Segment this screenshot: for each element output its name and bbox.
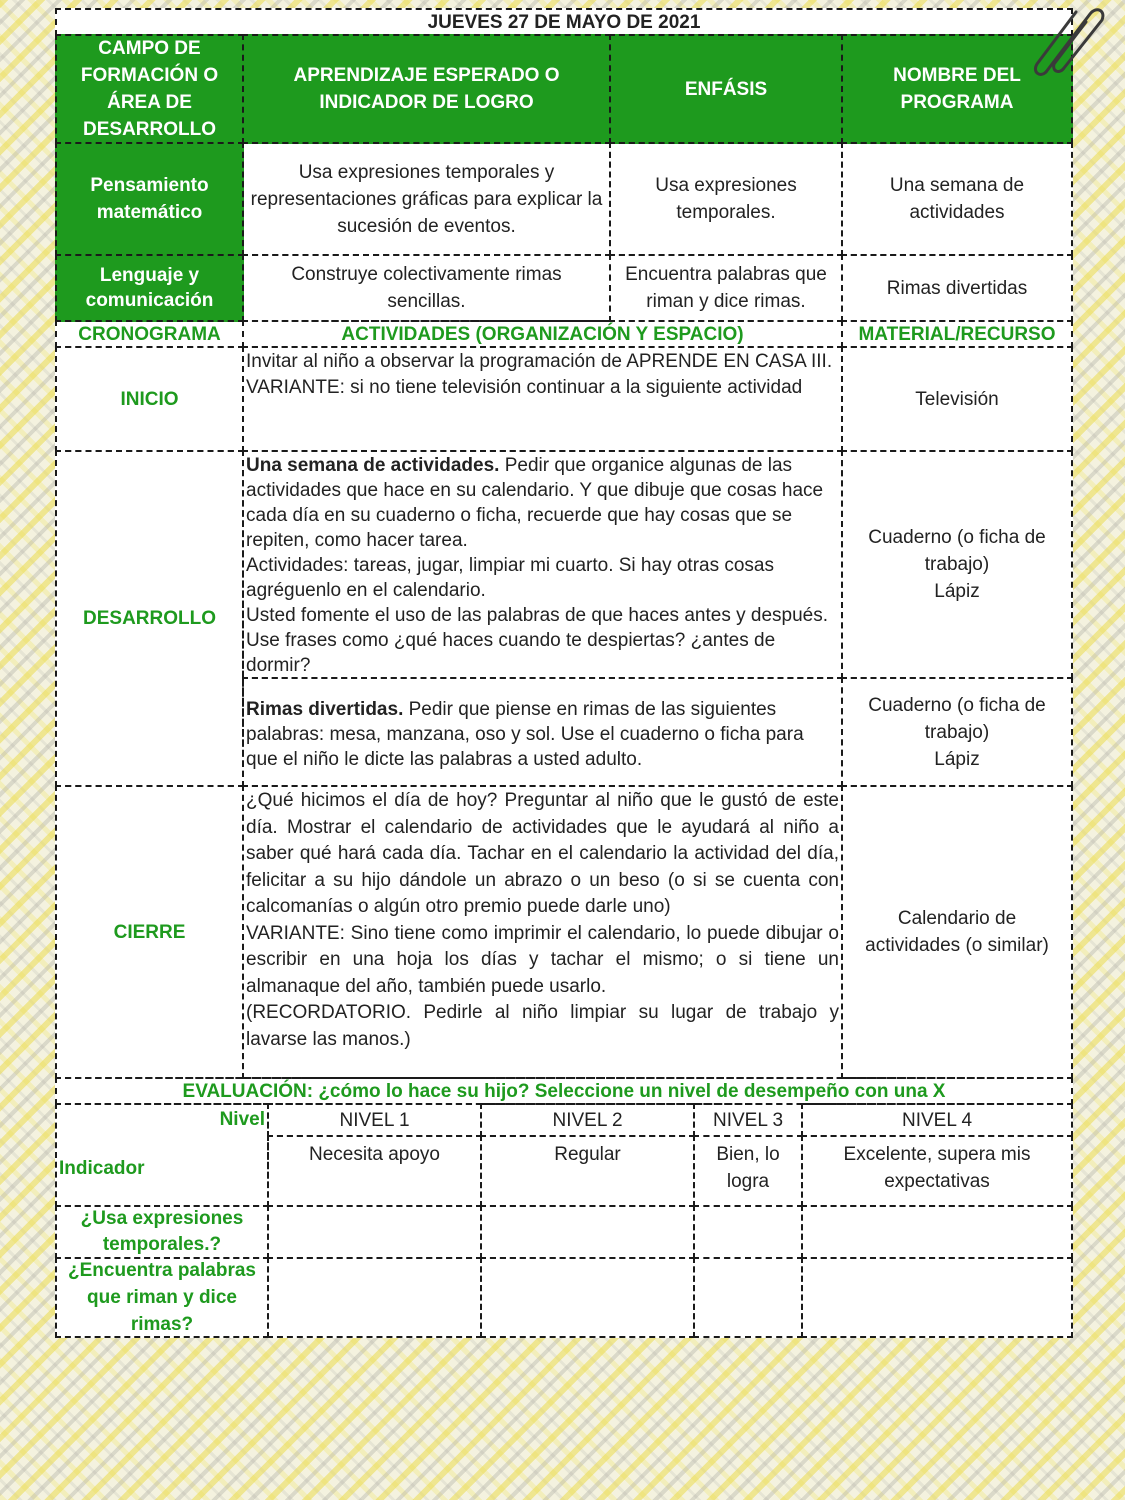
header-campo: CAMPO DE FORMACIÓN O ÁREA DE DESARROLLO <box>55 34 244 144</box>
desarrollo-actividad-2 <box>242 677 843 787</box>
header-programa: NOMBRE DEL PROGRAMA <box>841 34 1073 144</box>
pregunta-1: ¿Usa expresiones temporales.? <box>55 1205 269 1259</box>
pregunta-1-nivel-2[interactable] <box>480 1205 695 1259</box>
subheader-material: MATERIAL/RECURSO <box>841 320 1073 348</box>
desarrollo-material-1a: Cuaderno (o ficha de trabajo) <box>868 527 1046 575</box>
pregunta-1-nivel-1[interactable] <box>267 1205 482 1259</box>
pregunta-2-nivel-4[interactable] <box>801 1257 1073 1338</box>
pregunta-2-nivel-3[interactable] <box>693 1257 803 1338</box>
nivel-3-descripcion: Bien, lo logra <box>693 1135 803 1207</box>
nivel-1-descripcion: Necesita apoyo <box>267 1135 482 1207</box>
desarrollo-a-text-3: Usted fomente el uso de las palabras de que haces antes y después. Use frases como ¿qué haces cuando te despiertas? ¿antes de dormir? <box>246 605 828 676</box>
inicio-label: INICIO <box>55 346 244 452</box>
desarrollo-b-text: Pedir que piense en rimas de las siguientes palabras: mesa, manzana, oso y sol. Use el cuaderno o ficha para que el niño le dicte las palabras a usted adulto. <box>246 699 804 770</box>
cierre-text-1: ¿Qué hicimos el día de hoy? Preguntar al niño que le gustó de este día. Mostrar el calendario de actividades que le ayudará al niño a saber qué hará cada día. Tachar en el calendario la actividad del día, felicitar a su hijo dándole un abrazo o un beso (o si se cuenta con calcomanías o algún otro premio puede darle uno) <box>246 790 839 917</box>
desarrollo-a-text-2: Actividades: tareas, jugar, limpiar mi cuarto. Si hay otras cosas agréguenlo en el calendario. <box>246 555 775 601</box>
desarrollo-actividad-1 <box>242 450 843 679</box>
page-title: JUEVES 27 DE MAYO DE 2021 <box>55 8 1073 36</box>
pregunta-1-nivel-3[interactable] <box>693 1205 803 1259</box>
cierre-actividad <box>242 785 843 1079</box>
header-aprendizaje: APRENDIZAJE ESPERADO O INDICADOR DE LOGRO <box>242 34 611 144</box>
campo-pensamiento: Pensamiento matemático <box>55 142 244 256</box>
inicio-material: Televisión <box>841 346 1073 452</box>
pregunta-2-nivel-1[interactable] <box>267 1257 482 1338</box>
programa-2: Rimas divertidas <box>841 254 1073 322</box>
cierre-text-3: (RECORDATORIO. Pedirle al niño limpiar su lugar de trabajo y lavarse las manos.) <box>246 1002 839 1050</box>
enfasis-1: Usa expresiones temporales. <box>609 142 843 256</box>
pregunta-1-nivel-4[interactable] <box>801 1205 1073 1259</box>
desarrollo-material-2 <box>841 677 1073 787</box>
pregunta-2: ¿Encuentra palabras que riman y dice rimas? <box>55 1257 269 1338</box>
nivel-4-header: NIVEL 4 <box>801 1103 1073 1137</box>
header-enfasis: ENFÁSIS <box>609 34 843 144</box>
pregunta-2-nivel-2[interactable] <box>480 1257 695 1338</box>
inicio-text-2: VARIANTE: si no tiene televisión continuar a la siguiente actividad <box>246 377 803 398</box>
desarrollo-a-bold: Una semana de actividades. <box>246 455 500 476</box>
cierre-material: Calendario de actividades (o similar) <box>841 785 1073 1079</box>
desarrollo-a-text-1: Pedir que organice algunas de las actividades que hace en su calendario. Y que dibuje que cosas hace cada día en su cuaderno o ficha, recuerde que hay cosas que se repiten, como hacer tarea. <box>246 455 824 551</box>
paperclip-icon <box>1032 0 1107 80</box>
programa-1: Una semana de actividades <box>841 142 1073 256</box>
planning-sheet <box>55 8 1073 1338</box>
desarrollo-material-1 <box>841 450 1073 679</box>
nivel-3-header: NIVEL 3 <box>693 1103 803 1137</box>
nivel-1-header: NIVEL 1 <box>267 1103 482 1137</box>
evaluacion-title: EVALUACIÓN: ¿cómo lo hace su hijo? Seleccione un nivel de desempeño con una X <box>55 1077 1073 1105</box>
cierre-label: CIERRE <box>55 785 244 1079</box>
desarrollo-material-2a: Cuaderno (o ficha de trabajo) <box>868 694 1046 743</box>
enfasis-2: Encuentra palabras que riman y dice rimas. <box>609 254 843 322</box>
desarrollo-material-1b: Lápiz <box>934 581 980 602</box>
indicador-label: Indicador <box>59 1158 145 1179</box>
desarrollo-label: DESARROLLO <box>55 450 244 787</box>
cierre-text-2: VARIANTE: Sino tiene como imprimir el calendario, lo puede dibujar o escribir en una hoja los días y tachar el mismo; o si tiene un almanaque del año, también puede usarlo. <box>246 922 839 997</box>
nivel-2-header: NIVEL 2 <box>480 1103 695 1137</box>
inicio-actividad <box>242 346 843 452</box>
aprendizaje-1: Usa expresiones temporales y representaciones gráficas para explicar la sucesión de eventos. <box>242 142 611 256</box>
nivel-2-descripcion: Regular <box>480 1135 695 1207</box>
nivel-4-descripcion: Excelente, supera mis expectativas <box>801 1135 1073 1207</box>
evaluacion-label-cell <box>55 1103 269 1207</box>
aprendizaje-2: Construye colectivamente rimas sencillas. <box>242 254 611 322</box>
subheader-actividades: ACTIVIDADES (ORGANIZACIÓN Y ESPACIO) <box>242 320 843 348</box>
subheader-cronograma: CRONOGRAMA <box>55 320 244 348</box>
desarrollo-material-2b: Lápiz <box>934 748 980 770</box>
campo-lenguaje: Lenguaje y comunicación <box>55 254 244 322</box>
nivel-label: Nivel <box>219 1109 265 1130</box>
inicio-text-1: Invitar al niño a observar la programación de APRENDE EN CASA III. <box>246 351 833 372</box>
desarrollo-b-bold: Rimas divertidas. <box>246 699 404 720</box>
